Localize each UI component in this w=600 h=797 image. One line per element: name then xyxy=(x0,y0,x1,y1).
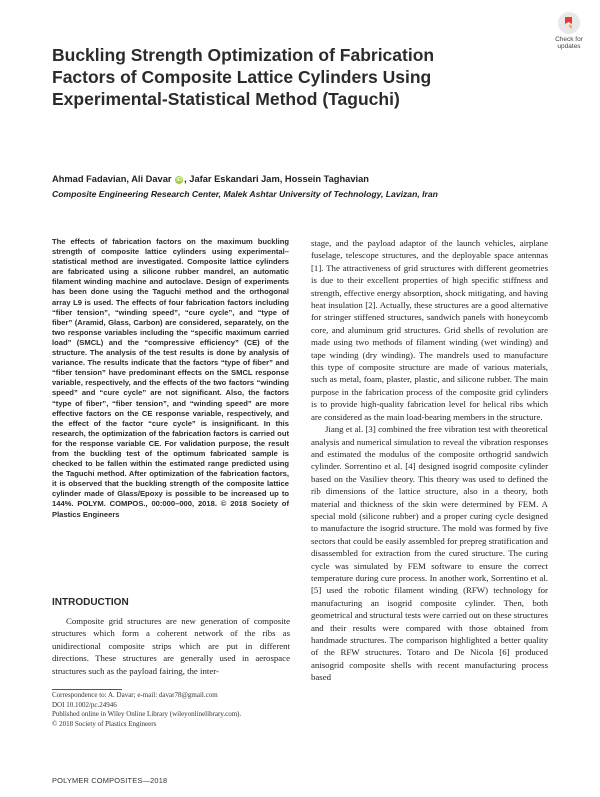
published-note: Published online in Wiley Online Library (wileyonlinelibrary.com). xyxy=(52,710,242,719)
doi-note[interactable]: DOI 10.1002/pc.24946 xyxy=(52,700,117,709)
affiliation: Composite Engineering Research Center, Malek Ashtar University of Technology, Lavizan, Iran xyxy=(52,189,438,199)
right-paragraph-1: stage, and the payload adaptor of the launch vehicles, airplane fuselage, telescope structures, and the deployable space antennas [1]. The attractiveness of grid structures with different geometries is due to their excellent properties of high specific stiffness and strength, effective energy absorption, shock mitigating, and having heat insulation [2]. Actually, these structures are a good alternative for stringer stiffened structures, sandwich panels with honeycomb core, and aluminum grid structures. Grid shells of revolution are made using two methods of filament winding (wet winding) and tape winding (dry winding). The mandrels used to manufacture this type of composite structure are made of various materials, such as metal, foam, plaster, plastic, and silicone rubber. The main purpose in the fabrication process of the composite grid cylinders is to provide high-quality fabrication level for helical ribs which are considered as the main load-bearing members in the structure. xyxy=(311,238,548,422)
article-title: Buckling Strength Optimization of Fabrication Factors of Composite Lattice Cylinders Using Experimental-Statistical Method (Taguchi) xyxy=(52,45,435,109)
check-for-updates-icon xyxy=(558,12,580,34)
abstract xyxy=(52,237,289,520)
authors-rest: , Jafar Eskandari Jam, Hossein Taghavian xyxy=(184,174,369,184)
right-paragraph-2: Jiang et al. [3] combined the free vibration test with theoretical analysis and numerical simulation to reveal the vibration responses and estimated the modulus of the composite orthogrid sandwich cylinder. Sorrentino et al. [4] designed isogrid composite cylinder based on the Vasiliev theory. This theory was used to defined the rib dimensions of the lattice structure, also in a theory, both material and thickness of the skin were determined by FEM. A special mold (silicone rubber) and a proper curing cycle designed to manufacture the isogrid structure. The mold was formed by five sectors that could be easily assembled for prepreg stratification and disassembled for extraction from the cured structure. The curing cycle was simulated by FEM software to ensure the correct temperature during cure process. In another work, Sorrentino et al. [5] used the robotic filament winding (RFW) technology for manufacturing an isogrid composite cylinder. Then, both geometrical and structural tests were carried out on these structures and their results were compared with those obtained from handmade structures. The comparison highlighted a better quality of the RFW structures. Totaro and De Nicola [6] produced anisogrid composite shells with recent manufacturing process based xyxy=(311,424,548,683)
journal-footer: POLYMER COMPOSITES—2018 xyxy=(52,776,168,785)
footnote-divider xyxy=(52,689,122,690)
check-for-updates-label: Check for updates xyxy=(555,36,583,50)
copyright-note: © 2018 Society of Plastics Engineers xyxy=(52,719,157,728)
intro-paragraph: Composite grid structures are new generation of composite structures which form a coherent network of the ribs as unidirectional composite strips which are put in different directions. These structures are generally used in aerospace structures such as the payload fairing, the inter- xyxy=(52,616,290,676)
check-for-updates-badge[interactable] xyxy=(549,12,587,50)
correspondence-note: Correspondence to: A. Davar; e-mail: davar78@gmail.com xyxy=(52,691,218,699)
right-column xyxy=(311,237,548,684)
authors-first: Ahmad Fadavian, Ali Davar xyxy=(52,174,172,184)
author-list xyxy=(52,174,369,184)
orcid-icon[interactable]: iD xyxy=(176,177,182,183)
section-heading-introduction: INTRODUCTION xyxy=(52,597,129,608)
footnotes xyxy=(52,691,292,729)
abstract-citation: POLYM. COMPOS., 00:000–000, 2018. © 2018 Society of Plastics Engineers xyxy=(52,499,289,519)
abstract-text: The effects of fabrication factors on the maximum buckling strength of composite lattice cylinders using experimental–statistical method are investigated. Composite lattice cylinders are fabricated using a silicone rubber mandrel, an automatic filament winding machine and autoclave. Design of experiments has been done using the Taguchi method and the orthogonal array L9 is used. The effects of four fabrication factors including “fiber tension”, “winding speed”, “cure cycle”, and “type of fiber” (Aramid, Glass, Carbon) are considered, separately, on the two response variables including the “specific maximum carried load” (SMCL) and the “compressive efficiency” (CE) of the structure. The analysis of the test results is done by analysis of variance. The results indicate that the factors “type of fiber” and “fiber tension” have predominant effects on the SMCL response variable, respectively, and the effects of the two factors “winding speed” and “cure cycle” are not significant. Also, the factors “type of fiber”, “fiber tension”, and “winding speed” are more effective factors on the CE response variable, respectively, and the effect of the factor “cure cycle” is insignificant. In this research, the optimization of the fabrication factors is carried out for the response variable CE. For validation purpose, the result from the buckling test of the optimum fabricated sample is checked to be fallen within the estimated range predicted using the Taguchi method. After optimization of the fabrication factors, it is observed that the buckling strength of the composite lattice cylinder made of Glass/Epoxy is possible to be increased up to 144%. xyxy=(52,237,289,509)
